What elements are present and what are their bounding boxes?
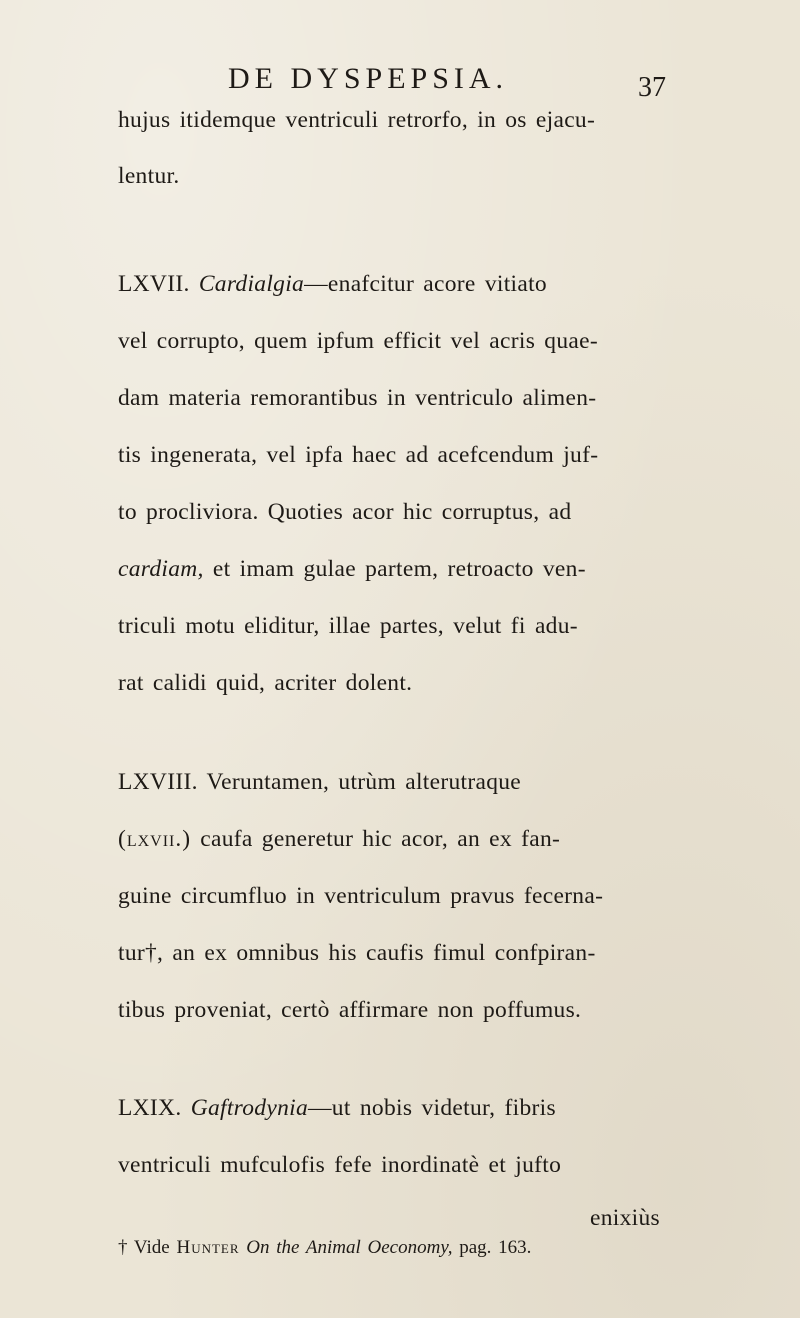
- footnote-marker: †: [118, 1237, 128, 1258]
- page-number: 37: [638, 72, 666, 103]
- text-line: ventriculi mufculofis fefe inordinatè et jufto: [118, 1152, 562, 1178]
- text-line: LXVIII. Veruntamen, utrùm alterutraque: [118, 769, 522, 795]
- text-line: tis ingenerata, vel ipfa haec ad acefcendum juf-: [118, 442, 599, 468]
- term-cardialgia: Cardialgia: [198, 271, 305, 297]
- text-line: triculi motu eliditur, illae partes, velut fi adu-: [118, 613, 578, 639]
- text-line: LXVII. Cardialgia—enafcitur acore vitiato: [118, 271, 547, 297]
- text-line: rat calidi quid, acriter dolent.: [118, 670, 413, 696]
- cross-reference: (lxvii.): [118, 826, 192, 852]
- footnote-author: Hunter: [176, 1237, 240, 1258]
- section-number: LXVII.: [118, 271, 190, 297]
- footnote-title: On the Animal Oeconomy,: [246, 1237, 453, 1258]
- text-line: guine circumfluo in ventriculum pravus fecerna-: [118, 883, 604, 909]
- catchword: enixiùs: [590, 1205, 660, 1231]
- section-number: LXVIII.: [118, 769, 198, 795]
- text-line: lentur.: [118, 163, 180, 189]
- text-line: (lxvii.) caufa generetur hic acor, an ex fan-: [118, 826, 561, 852]
- text-line: cardiam, et imam gulae partem, retroacto ven-: [118, 556, 586, 582]
- footnote: † Vide Hunter On the Animal Oeconomy, pag. 163.: [118, 1237, 532, 1258]
- text-line: vel corrupto, quem ipfum efficit vel acris quae-: [118, 328, 598, 354]
- running-title: DE DYSPEPSIA.: [228, 62, 509, 95]
- term-cardiam: cardiam,: [118, 556, 204, 582]
- text-line: dam materia remorantibus in ventriculo alimen-: [118, 385, 597, 411]
- section-number: LXIX.: [118, 1095, 182, 1121]
- footnote-page: pag. 163.: [459, 1237, 532, 1258]
- text-line: tibus proveniat, certò affirmare non poffumus.: [118, 997, 582, 1023]
- page-header: [0, 62, 800, 112]
- text-line: hujus itidemque ventriculi retrorfo, in os ejacu-: [118, 107, 596, 133]
- text-line: to procliviora. Quoties acor hic corruptus, ad: [118, 499, 572, 525]
- text-line: LXIX. Gaftrodynia—ut nobis videtur, fibris: [118, 1095, 556, 1121]
- text-line: tur†, an ex omnibus his caufis fimul confpiran-: [118, 940, 596, 966]
- term-gastrodynia: Gaftrodynia: [190, 1095, 308, 1121]
